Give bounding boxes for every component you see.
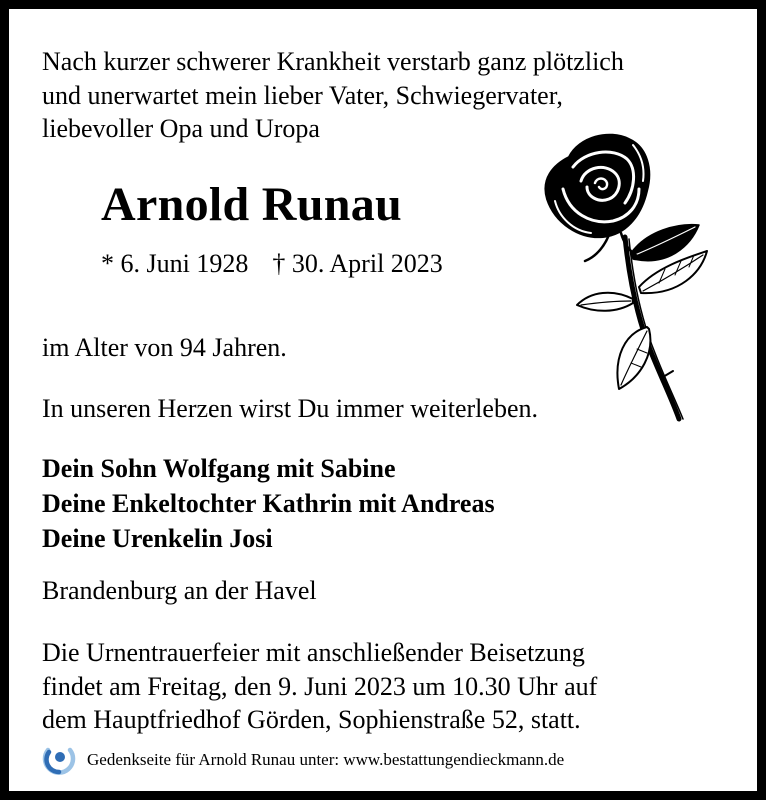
family-list: [42, 451, 495, 556]
family-member: Deine Urenkelin Josi: [42, 524, 273, 553]
birth-date: * 6. Juni 1928: [101, 249, 249, 278]
life-dates: [101, 249, 443, 279]
ceremony-line: dem Hauptfriedhof Görden, Sophienstraße 52, statt.: [42, 705, 581, 734]
intro-line: liebevoller Opa und Uropa: [42, 114, 320, 143]
family-member: Dein Sohn Wolfgang mit Sabine: [42, 454, 396, 483]
age-text: im Alter von 94 Jahren.: [42, 333, 287, 362]
rose-icon: [529, 127, 709, 422]
motto-text: In unseren Herzen wirst Du immer weiterleben.: [42, 394, 538, 423]
intro-line: Nach kurzer schwerer Krankheit verstarb ganz plötzlich: [42, 47, 624, 76]
deceased-name: Arnold Runau: [101, 178, 403, 231]
ceremony-line: Die Urnentrauerfeier mit anschließender Beisetzung: [42, 638, 585, 667]
memorial-page-link[interactable]: Gedenkseite für Arnold Runau unter: www.bestattungendieckmann.de: [87, 750, 565, 769]
family-member: Deine Enkeltochter Kathrin mit Andreas: [42, 489, 495, 518]
intro-line: und unerwartet mein lieber Vater, Schwiegervater,: [42, 80, 563, 110]
ceremony-line: findet am Freitag, den 9. Juni 2023 um 10.30 Uhr auf: [42, 671, 598, 701]
memorial-logo-icon: [42, 742, 76, 776]
death-date: † 30. April 2023: [272, 249, 443, 278]
ceremony-text: [42, 636, 597, 737]
obituary-card: [9, 9, 757, 791]
place-text: Brandenburg an der Havel: [42, 576, 317, 605]
